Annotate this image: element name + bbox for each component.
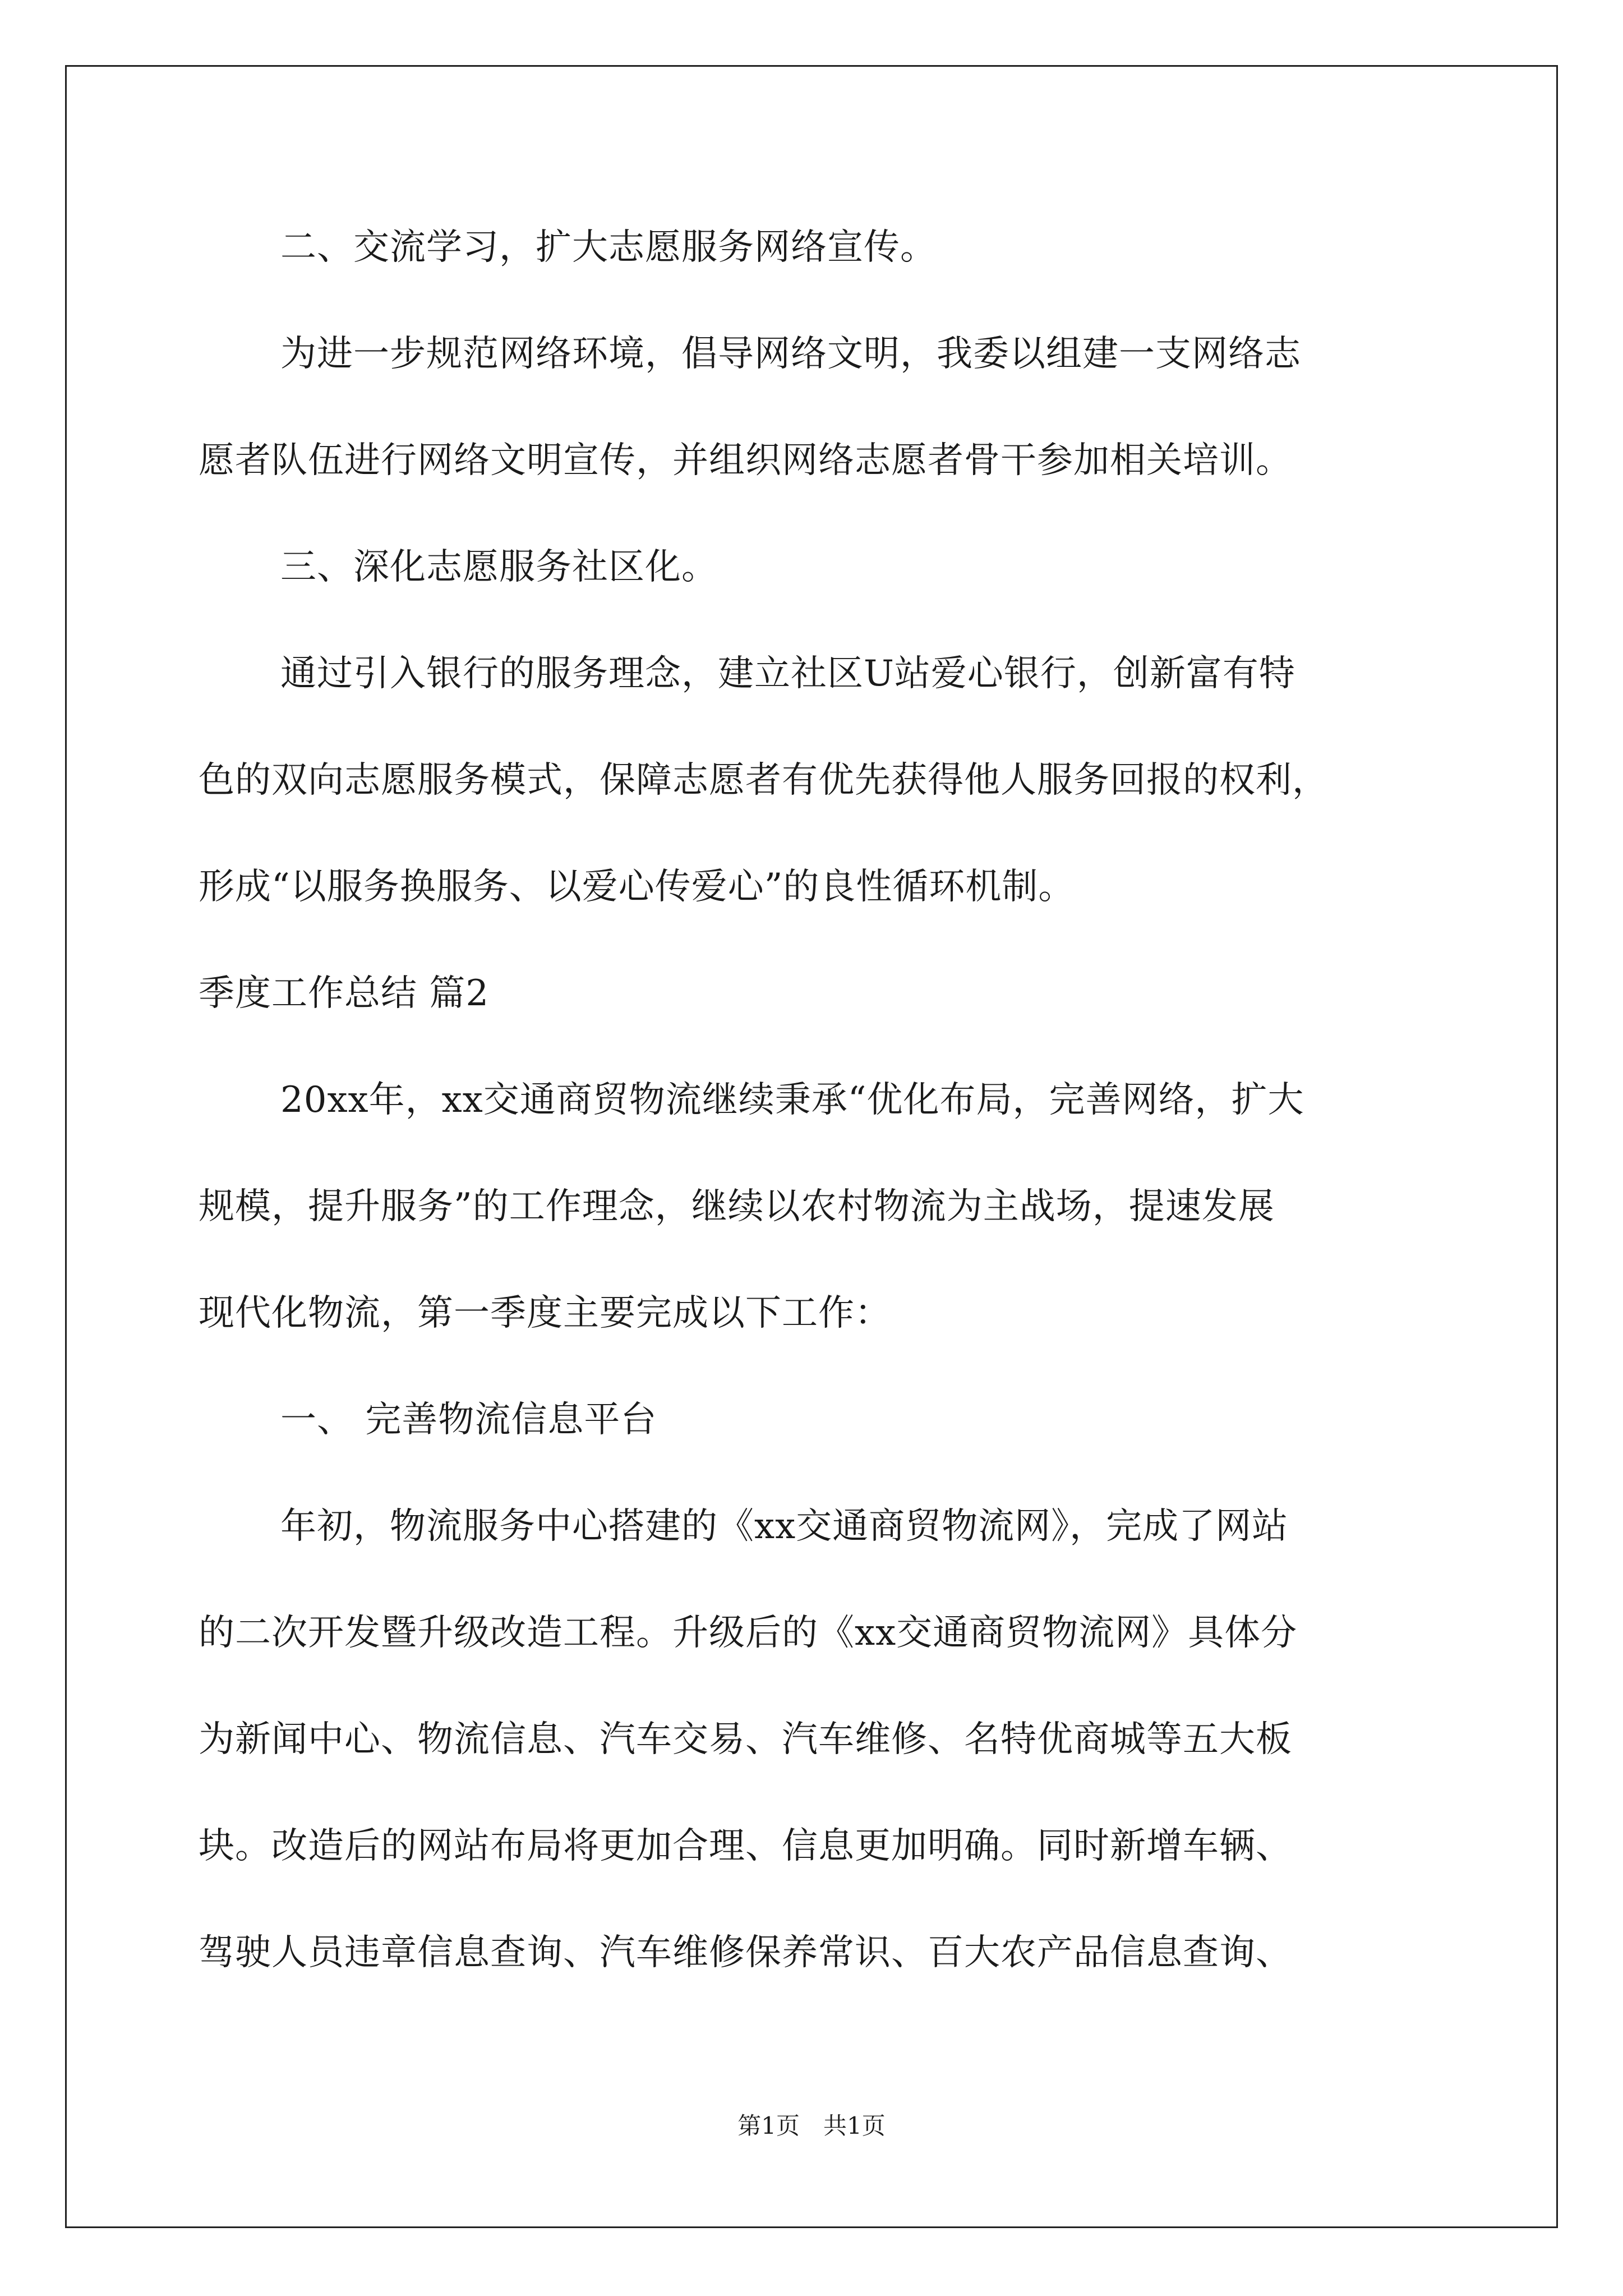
paragraph-line: 规模，提升服务”的工作理念，继续以农村物流为主战场，提速发展 — [199, 1186, 1275, 1227]
heading-item-1: 一、 完善物流信息平台 — [280, 1399, 657, 1441]
paragraph-line: 年初，物流服务中心搭建的《xx交通商贸物流网》，完成了网站 — [280, 1506, 1289, 1547]
heading-section-3: 三、深化志愿服务社区化。 — [280, 546, 718, 588]
paragraph-line: 现代化物流，第一季度主要完成以下工作： — [199, 1292, 891, 1334]
paragraph-line: 为进一步规范网络环境，倡导网络文明，我委以组建一支网络志 — [280, 333, 1301, 375]
paragraph-line: 形成“以服务换服务、以爱心传爱心”的良性循环机制。 — [199, 866, 1075, 908]
paragraph-line: 块。改造后的网站布局将更加合理、信息更加明确。同时新增车辆、 — [199, 1825, 1292, 1867]
article-title: 季度工作总结 篇2 — [199, 973, 490, 1014]
paragraph-line: 的二次开发暨升级改造工程。升级后的《xx交通商贸物流网》具体分 — [199, 1612, 1298, 1654]
document-body — [199, 194, 1466, 2006]
paragraph-line: 20xx年，xx交通商贸物流继续秉承“优化布局，完善网络，扩大 — [280, 1079, 1304, 1121]
paragraph-line: 愿者队伍进行网络文明宣传，并组织网络志愿者骨干参加相关培训。 — [199, 440, 1292, 481]
paragraph-line: 驾驶人员违章信息查询、汽车维修保养常识、百大农产品信息查询、 — [199, 1932, 1292, 1973]
paragraph-line: 色的双向志愿服务模式，保障志愿者有优先获得他人服务回报的权利， — [199, 760, 1329, 801]
paragraph-line: 通过引入银行的服务理念，建立社区U站爱心银行，创新富有特 — [280, 653, 1295, 694]
page-number-footer: 第1页 共1页 — [737, 2112, 886, 2139]
paragraph-line: 为新闻中心、物流信息、汽车交易、汽车维修、名特优商城等五大板 — [199, 1719, 1292, 1760]
heading-section-2: 二、交流学习，扩大志愿服务网络宣传。 — [280, 227, 937, 268]
